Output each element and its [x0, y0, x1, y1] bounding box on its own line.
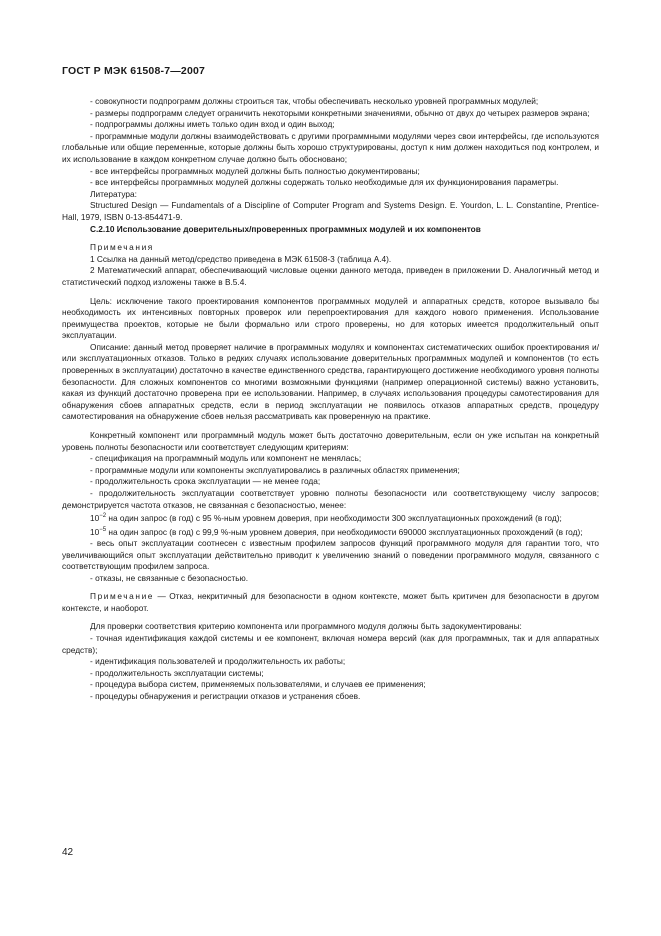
list-item: - процедура выбора систем, применяемых пользователями, и случаев ее применения; — [90, 679, 426, 690]
documentation-intro: Для проверки соответствия критерию компонента или программного модуля должны быть задокументированы: — [90, 621, 522, 632]
list-item: - процедуры обнаружения и регистрации отказов и устранения сбоев. — [90, 691, 361, 702]
exponent: −2 — [99, 513, 107, 520]
exponent: −5 — [99, 526, 107, 533]
document-header: ГОСТ Р МЭК 61508-7—2007 — [62, 65, 206, 77]
list-item: - подпрограммы должны иметь только один вход и один выход; — [90, 119, 335, 130]
list-item: - все интерфейсы программных модулей должны содержать только необходимые для их функционирования параметры. — [90, 177, 559, 188]
list-item: - продолжительность эксплуатации системы; — [90, 667, 264, 678]
list-item: - программные модули или компоненты эксплуатировались в различных областях применения; — [90, 464, 460, 475]
note-item: 1 Ссылка на данный метод/средство приведена в МЭК 61508-3 (таблица А.4). — [90, 253, 392, 264]
list-item: - программные модули должны взаимодействовать с другими программными модулями через свои интерфейсы, где используются глобальные или общие переменные, которые должны быть хорошо структурированы, доступ к ним должен находиться под контролем, и их использование в каждом конкретном случае должно быть обосновано; — [62, 130, 599, 164]
list-item: - размеры подпрограмм следует ограничить некоторыми конкретными значениями, обычно от двух до четырех размеров экрана; — [90, 107, 590, 118]
list-item: - продолжительность эксплуатации соответствует уровню полноты безопасности или соответствующему числу запросов; демонстрируется частота отказов, не связанная с безопасностью, менее: — [62, 488, 599, 510]
list-item-text: на один запрос (в год) с 99,9 %-ным уровнем доверия, при необходимости 690000 эксплуатационных прохождений (в год); — [106, 526, 583, 537]
list-item — [62, 525, 599, 538]
exponent-base: 10 — [90, 526, 100, 537]
goal-paragraph: Цель: исключение такого проектирования компонентов программных модулей и аппаратных средств, которое вызывало бы необходимость их интенсивных повторных проверок или перепроектирования для каждого нового применения. Использование преимущества проектов, которые не были формально или строго проверены, но для которых имеется продолжительный опыт эксплуатации. — [62, 295, 599, 341]
list-item: - совокупности подпрограмм должны строиться так, чтобы обеспечивать несколько уровней программных модулей; — [90, 96, 539, 106]
list-item: - спецификация на программный модуль или компонент не менялась; — [90, 453, 362, 464]
list-item: - идентификация пользователей и продолжительность их работы; — [90, 656, 346, 667]
list-item-text: на один запрос (в год) с 95 %-ным уровнем доверия, при необходимости 300 эксплуатационных прохождений (в год); — [106, 512, 562, 523]
list-item: - все интерфейсы программных модулей должны быть полностью документированы; — [90, 165, 420, 176]
list-item: - отказы, не связанные с безопасностью. — [90, 572, 249, 583]
note-paragraph — [62, 591, 599, 614]
note-label: Примечание — [90, 591, 155, 602]
description-paragraph: Описание: данный метод проверяет наличие в программных модулях и компонентах систематических ошибок проектирования и/или эксплуатационных отказов. Только в редких случаях использование доверительных программных модулей и компонентов (то есть проверенных в эксплуатации) достаточно в качестве единственного средства, гарантирующего достижение необходимого уровня полноты безопасности. Для сложных компонентов со многими возможными функциями (например операционной системы) важно установить, какая из функций достаточно проверена при ее использовании. Например, в случаях использования процедуры самотестирования для обнаружения сбоев аппаратных средств, если в период эксплуатации не появилось отказов аппаратных средств, процедуру самотестирования на обнаружение сбоев нельзя рассматривать как проверенную на практике. — [62, 341, 599, 422]
list-item: - весь опыт эксплуатации соотнесен с известным профилем запросов функций программного модуля для гарантии того, что увеличивающийся опыт эксплуатации действительно приводит к увеличению знаний о поведении программного модуля, связанного с соответствующим профилем запроса. — [62, 537, 599, 572]
section-heading: С.2.10 Использование доверительных/проверенных программных модулей и их компонентов — [90, 223, 481, 234]
document-body — [62, 96, 599, 703]
page-number: 42 — [62, 847, 74, 858]
criteria-intro: Конкретный компонент или программный модуль может быть достаточно доверительным, если он уже испытан на конкретный уровень полноты безопасности или соответствует следующим критериям: — [62, 430, 599, 452]
note-text: — Отказ, некритичный для безопасности в одном контексте, может быть критичен для безопасности в другом контексте, и наоборот. — [62, 591, 599, 613]
list-item — [62, 511, 599, 524]
literature-reference: Structured Design — Fundamentals of a Discipline of Computer Program and Systems Design. E. Yourdon, L. L. Constantine, Prentice-Hall, 1979, ISBN 0-13-854471-9. — [62, 200, 599, 222]
list-item: - продолжительность срока эксплуатации — не менее года; — [90, 476, 321, 487]
notes-label: Примечания — [90, 242, 154, 253]
note-item: 2 Математический аппарат, обеспечивающий числовые оценки данного метода, приведен в приложении D. Аналогичный метод и статистический подход изложены также в В.5.4. — [62, 265, 599, 287]
exponent-base: 10 — [90, 512, 100, 523]
literature-label: Литература: — [90, 188, 137, 199]
list-item: - точная идентификация каждой системы и ее компонент, включая номера версий (как для программных, так и для аппаратных средств); — [62, 633, 599, 655]
